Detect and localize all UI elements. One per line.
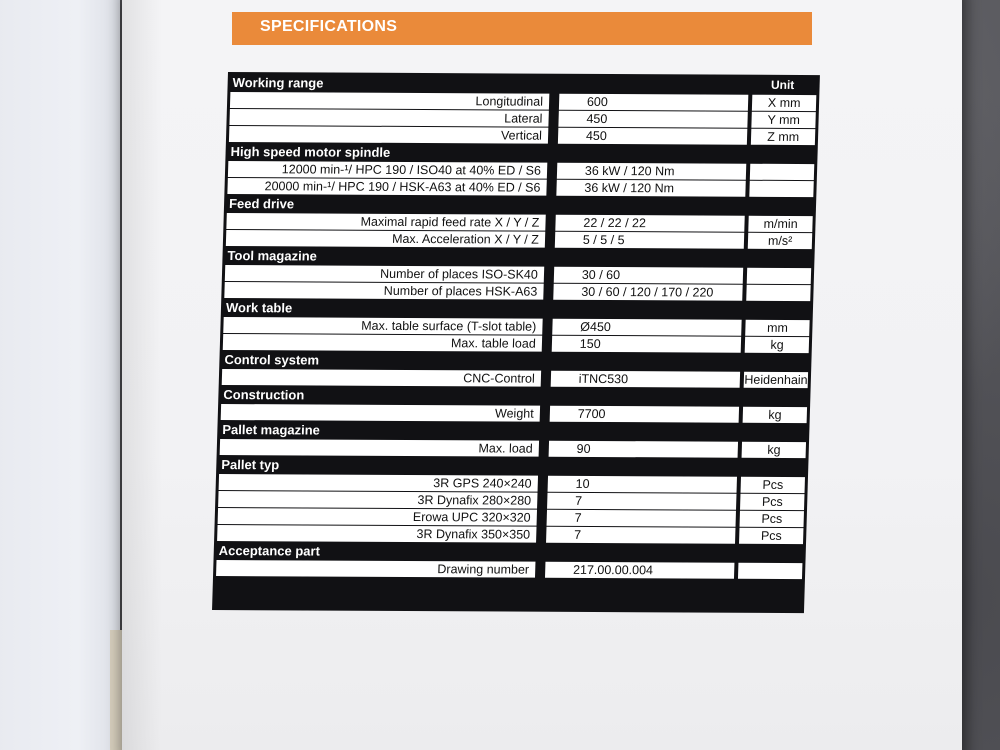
- section-title-text: Tool magazine: [227, 248, 318, 264]
- row-unit: [738, 563, 802, 579]
- section-title-text: High speed motor spindle: [230, 144, 391, 160]
- row-unit: X mm: [752, 95, 816, 111]
- row-label: 3R Dynafix 280×280: [218, 491, 537, 509]
- row-label: Maximal rapid feed rate X / Y / Z: [226, 213, 545, 231]
- row-label: Lateral: [229, 109, 548, 127]
- section-title: [222, 351, 808, 371]
- row-label: 3R Dynafix 350×350: [217, 525, 536, 543]
- table-row: [227, 178, 813, 197]
- row-unit: Pcs: [741, 477, 805, 493]
- section-title-text: Working range: [232, 75, 324, 91]
- section-title: [228, 143, 814, 163]
- row-unit: Y mm: [752, 112, 816, 128]
- section-title: [227, 195, 813, 215]
- table-row: [216, 560, 802, 579]
- table-row: [218, 508, 804, 527]
- row-unit: kg: [743, 407, 807, 423]
- row-label: 3R GPS 240×240: [219, 474, 538, 492]
- row-unit: Pcs: [739, 528, 803, 544]
- table-row: [222, 369, 808, 388]
- row-unit: m/s²: [748, 233, 812, 249]
- section-title-text: Pallet magazine: [222, 422, 321, 438]
- specifications-header: [232, 12, 812, 45]
- row-label: Longitudinal: [230, 92, 549, 110]
- row-label: Vertical: [229, 126, 548, 144]
- row-label: 12000 min-¹/ HPC 190 / ISO40 at 40% ED / S6: [228, 161, 547, 179]
- row-label: Drawing number: [216, 560, 535, 578]
- row-value: 450: [558, 128, 748, 145]
- row-value: 7700: [549, 406, 739, 423]
- row-label: CNC-Control: [222, 369, 541, 387]
- header-title: SPECIFICATIONS: [260, 18, 398, 35]
- row-unit: Pcs: [740, 494, 804, 510]
- row-value: 36 kW / 120 Nm: [556, 180, 746, 197]
- table-row: [230, 92, 816, 111]
- row-unit: [747, 268, 811, 284]
- row-value: 30 / 60: [554, 267, 744, 284]
- section-title: [224, 299, 810, 319]
- row-unit: Pcs: [740, 511, 804, 527]
- row-value: 7: [546, 527, 736, 544]
- row-value: 10: [547, 476, 737, 493]
- row-label: Max. load: [220, 439, 539, 457]
- section-title: [225, 247, 811, 267]
- row-unit: [750, 181, 814, 197]
- row-unit: mm: [745, 320, 809, 336]
- row-value: 5 / 5 / 5: [555, 232, 745, 249]
- row-unit: kg: [745, 337, 809, 353]
- left-paper-sheet: [0, 0, 120, 750]
- section-title-text: Control system: [224, 352, 320, 368]
- section-title-text: Work table: [225, 300, 293, 316]
- row-label: Erowa UPC 320×320: [218, 508, 537, 526]
- row-label: Max. table surface (T-slot table): [223, 317, 542, 335]
- unit-column-header: Unit: [770, 77, 795, 92]
- table-row: [229, 126, 815, 145]
- table-row: [226, 213, 812, 232]
- table-row: [219, 474, 805, 493]
- row-value: 217.00.00.004: [545, 562, 735, 579]
- row-value: 150: [552, 336, 742, 353]
- table-row: [225, 265, 811, 284]
- row-value: iTNC530: [551, 371, 741, 388]
- row-label: Number of places HSK-A63: [224, 282, 543, 300]
- row-label: Number of places ISO-SK40: [225, 265, 544, 283]
- table-row: [217, 525, 803, 544]
- row-value: 90: [548, 441, 738, 458]
- section-title-text: Construction: [223, 387, 305, 403]
- table-row: [228, 161, 814, 180]
- section-title-text: Feed drive: [228, 196, 295, 212]
- row-value: 7: [547, 493, 737, 510]
- table-row: [223, 317, 809, 336]
- row-value: 450: [558, 111, 748, 128]
- section-title-text: Pallet typ: [221, 457, 280, 473]
- specifications-table: [212, 72, 820, 613]
- row-unit: kg: [742, 442, 806, 458]
- row-value: 600: [559, 94, 749, 111]
- row-value: 36 kW / 120 Nm: [557, 163, 747, 180]
- section-title: [221, 386, 807, 406]
- section-title: [220, 421, 806, 441]
- row-value: 30 / 60 / 120 / 170 / 220: [553, 284, 743, 301]
- section-title: [219, 456, 805, 476]
- section-title: [230, 74, 816, 94]
- row-label: Max. Acceleration X / Y / Z: [226, 230, 545, 248]
- row-value: 7: [546, 510, 736, 527]
- table-row: [221, 404, 807, 423]
- table-row: [218, 491, 804, 510]
- table-row: [220, 439, 806, 458]
- row-label: Max. table load: [223, 334, 542, 352]
- section-title-text: Acceptance part: [218, 543, 321, 559]
- table-row: [223, 334, 809, 353]
- row-unit: [750, 164, 814, 180]
- section-title: [217, 542, 803, 562]
- row-value: Ø450: [552, 319, 742, 336]
- table-row: [224, 282, 810, 301]
- table-row: [229, 109, 815, 128]
- row-label: 20000 min-¹/ HPC 190 / HSK-A63 at 40% ED / S6: [227, 178, 546, 196]
- row-label: Weight: [221, 404, 540, 422]
- row-unit: Z mm: [751, 129, 815, 145]
- row-unit: Heidenhain: [744, 372, 808, 388]
- table-row: [226, 230, 812, 249]
- row-unit: [746, 285, 810, 301]
- row-unit: m/min: [749, 216, 813, 232]
- row-value: 22 / 22 / 22: [555, 215, 745, 232]
